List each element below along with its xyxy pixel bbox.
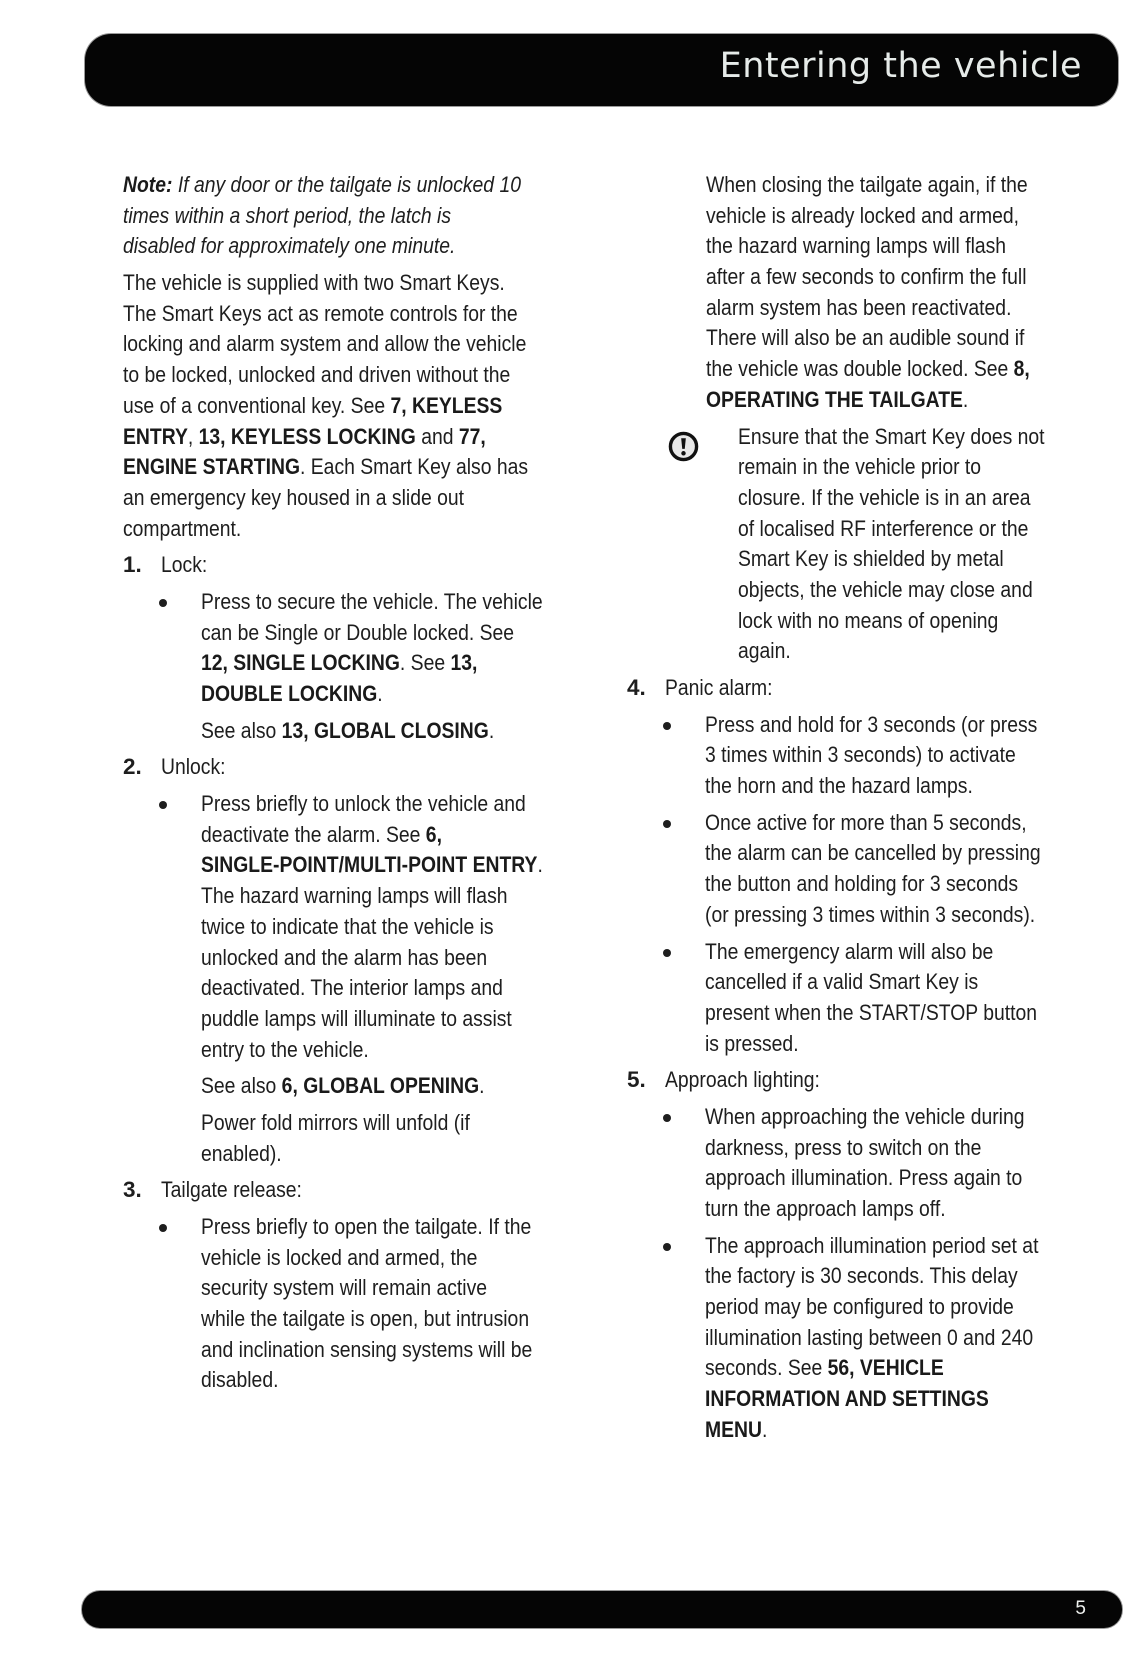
bullet-icon xyxy=(663,949,671,957)
bullet-item: When approaching the vehicle during darkness, press to switch on the approach illumination. Press again to turn the approach lamps off. xyxy=(627,1102,1097,1225)
exclamation-circle-icon xyxy=(668,431,699,462)
ref-double-locking-2[interactable]: DOUBLE LOCKING xyxy=(201,681,378,706)
list-item-approach-lighting: 5. Approach lighting: When approaching the vehicle during darkness, press to switch on the approach illumination. Press again to turn the approach lamps off. The approach illumination period set at the factory is 30 seconds. This delay period may be configured to provide illumination lasting between 0 and 240 seconds. See 56, VEHICLE INFORMATION AND SETTINGS MENU. xyxy=(627,1065,1097,1445)
left-column xyxy=(123,170,583,1396)
item-number: 2. xyxy=(123,754,142,780)
item-number: 4. xyxy=(627,675,646,700)
chapter-header-bar xyxy=(85,34,1118,106)
bullet-icon xyxy=(159,1224,167,1232)
page-number: 5 xyxy=(1075,1598,1086,1619)
item-number: 1. xyxy=(123,552,142,578)
list-item-panic-alarm: 4. Panic alarm: Press and hold for 3 seconds (or press 3 times within 3 seconds) to activate the horn and the hazard lamps. Once active for more than 5 seconds, the alarm can be cancelled by pressing the button and holding for 3 seconds (or pressing 3 times within 3 seconds). The emergency alarm will also be cancelled if a valid Smart Key is present when the START/STOP button is pressed. xyxy=(627,673,1097,1059)
ref-keyless-locking[interactable]: 13, KEYLESS LOCKING xyxy=(198,423,416,449)
bullet-item: The emergency alarm will also be cancelled if a valid Smart Key is present when the START/STOP button is pressed. xyxy=(627,937,1097,1060)
ref-single-multi-point-entry-2[interactable]: SINGLE-POINT/MULTI-POINT ENTRY xyxy=(201,852,538,878)
bullet-item: The approach illumination period set at the factory is 30 seconds. This delay period may be configured to provide illumination lasting between 0 and 240 seconds. See 56, VEHICLE INFORMATION AND SETTINGS MENU. xyxy=(627,1231,1097,1446)
ref-single-multi-point-entry[interactable]: 6, xyxy=(425,821,442,847)
ref-engine-starting[interactable]: 77, xyxy=(458,423,486,449)
ref-global-closing[interactable]: 13, GLOBAL CLOSING xyxy=(281,717,489,743)
right-column xyxy=(627,170,1097,1446)
ref-operating-tailgate[interactable]: 8, xyxy=(1013,356,1030,382)
list-item-lock: 1. Lock: Press to secure the vehicle. The vehicle can be Single or Double locked. See 12, SINGLE LOCKING. See 13, DOUBLE LOCKING. See also 13, GLOBAL CLOSING. xyxy=(123,550,583,746)
note-label: Note: xyxy=(123,172,173,197)
warning-block: Ensure that the Smart Key does not remain in the vehicle prior to closure. If the vehicle is in an area of localised RF interference or the Smart Key is shielded by metal objects, the vehicle may close and lock with no means of opening again. xyxy=(627,422,1097,668)
bullet-icon xyxy=(663,820,671,828)
bullet-item: Press and hold for 3 seconds (or press 3 times within 3 seconds) to activate the horn and the hazard lamps. xyxy=(627,710,1097,802)
bullet-item: Press briefly to unlock the vehicle and deactivate the alarm. See 6, SINGLE-POINT/MULTI-POINT ENTRY. The hazard warning lamps will flash twice to indicate that the vehicle is unlocked and the alarm has been deactivated. The interior lamps and puddle lamps will illuminate to assist entry to the vehicle. xyxy=(123,789,583,1065)
bullet-icon xyxy=(663,1243,671,1251)
tailgate-closing-paragraph: When closing the tailgate again, if the vehicle is already locked and armed, the hazard warning lamps will flash after a few seconds to confirm the full alarm system has been reactivated. There will also be an audible sound if the vehicle was double locked. See 8, OPERATING THE TAILGATE. xyxy=(706,172,1030,412)
ref-keyless-entry-2[interactable]: ENTRY xyxy=(123,423,188,449)
intro-paragraph: The vehicle is supplied with two Smart Keys. The Smart Keys act as remote controls for the locking and alarm system and allow the vehicle to be locked, unlocked and driven without the use of a conventional key. See 7, KEYLESS ENTRY, 13, KEYLESS LOCKING and 77, ENGINE STARTING. Each Smart Key also has an emergency key housed in a slide out compartment. xyxy=(123,270,529,541)
bullet-icon xyxy=(663,1114,671,1122)
list-item-tailgate-release: 3. Tailgate release: Press briefly to open the tailgate. If the vehicle is locked and armed, the security system will remain active while the tailgate is open, but intrusion and inclination sensing systems will be disabled. xyxy=(123,1175,583,1396)
bullet-icon xyxy=(159,801,167,809)
ref-keyless-entry[interactable]: 7, KEYLESS xyxy=(390,392,503,418)
ref-vehicle-info-settings-2[interactable]: INFORMATION AND SETTINGS xyxy=(705,1386,989,1412)
item-number: 5. xyxy=(627,1067,646,1093)
note-block: Note: If any door or the tailgate is unlocked 10 times within a short period, the latch is disabled for approximately one minute. xyxy=(123,172,521,259)
bullet-icon xyxy=(663,722,671,730)
bullet-item: Press to secure the vehicle. The vehicle can be Single or Double locked. See 12, SINGLE LOCKING. See 13, DOUBLE LOCKING. xyxy=(123,587,583,710)
list-item-unlock: 2. Unlock: Press briefly to unlock the vehicle and deactivate the alarm. See 6, SINGLE-POINT/MULTI-POINT ENTRY. The hazard warning lamps will flash twice to indicate that the vehicle is unlocked and the alarm has been deactivated. The interior lamps and puddle lamps will illuminate to assist entry to the vehicle. See also 6, GLOBAL OPENING. Power fold mirrors will unfold (if enabled). xyxy=(123,752,583,1169)
ref-vehicle-info-settings-3[interactable]: MENU xyxy=(705,1416,762,1442)
ref-single-locking[interactable]: 12, SINGLE LOCKING xyxy=(201,650,400,676)
item-number: 3. xyxy=(123,1177,142,1203)
bullet-icon xyxy=(159,599,167,607)
ref-engine-starting-2[interactable]: ENGINE STARTING xyxy=(123,454,301,480)
bullet-item: Press briefly to open the tailgate. If the vehicle is locked and armed, the security system will remain active while the tailgate is open, but intrusion and inclination sensing systems will be disabled. xyxy=(123,1212,583,1396)
ref-global-opening[interactable]: 6, GLOBAL OPENING xyxy=(281,1073,480,1099)
ref-operating-tailgate-2[interactable]: OPERATING THE TAILGATE xyxy=(706,386,963,412)
page-footer-bar xyxy=(82,1591,1122,1628)
ref-double-locking[interactable]: 13, xyxy=(450,650,478,676)
ref-vehicle-info-settings[interactable]: 56, VEHICLE xyxy=(827,1355,944,1381)
bullet-item: Once active for more than 5 seconds, the alarm can be cancelled by pressing the button and holding for 3 seconds (or pressing 3 times within 3 seconds). xyxy=(627,808,1097,931)
chapter-title: Entering the vehicle xyxy=(719,46,1082,86)
